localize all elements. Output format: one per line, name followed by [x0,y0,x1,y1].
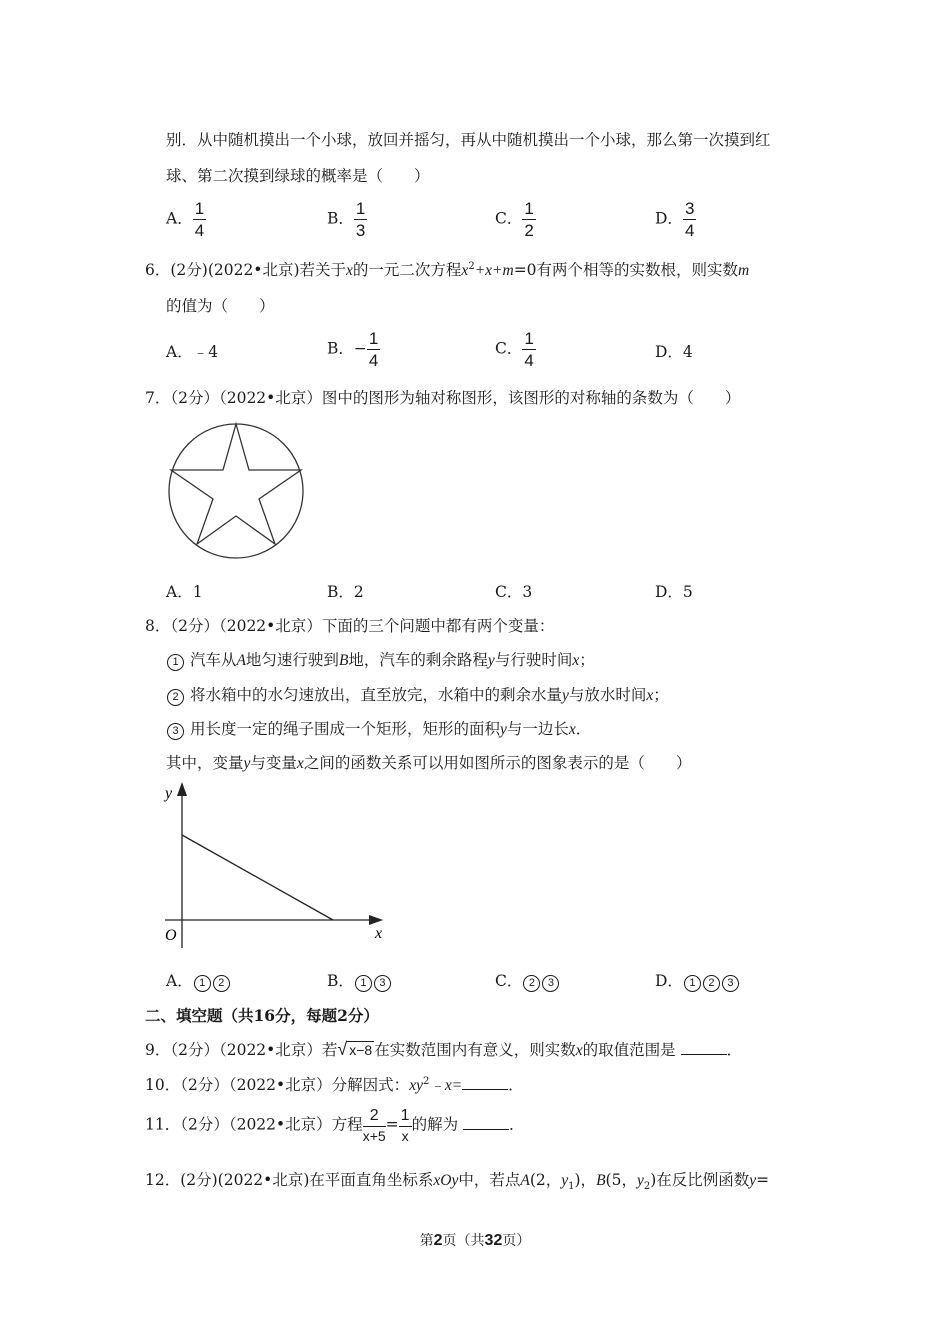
q12-stem: 12．(2分)(2022•北京)在平面直角坐标系xOy中，若点A(2，$y_1$)，B(5，$y_2$)在反比例函数y= [145,1171,770,1193]
y-axis-arrow [177,782,187,796]
q11-stem: 11．（2分）（2022•北京）方程 $\frac{2}{x+5}$ = $\frac{1}{x}$ 的解为 ． [145,1107,525,1144]
fraction: $\frac{1}{4}$ [524,329,534,370]
fraction: $\frac{1}{4}$ [368,329,379,370]
q10-stem: 10．（2分）（2022•北京）分解因式：$xy^2﹣x=$ ． [145,1075,524,1094]
q8-item-3: 3 用长度一定的绳子围成一个矩形，矩形的面积y与一边长x． [166,717,591,740]
q6-option-c[interactable]: C． $\frac{1}{4}$ [495,329,534,370]
q7-stem: 7．（2分）（2022•北京）图中的图形为轴对称图形，该图形的对称轴的条数为（ ） [145,389,741,407]
q7-option-a[interactable]: A．1 [166,583,203,601]
q7-option-d[interactable]: D．5 [655,583,693,601]
answer-blank[interactable] [681,1040,727,1055]
star-in-circle-figure [162,418,312,568]
fraction: $\frac{1}{2}$ [524,199,534,240]
q6-line2: 的值为（ ） [166,297,275,315]
q5-line2: 球、第二次摸到绿球的概率是（ ） [166,167,430,185]
q5-option-a[interactable]: A． $\frac{1}{4}$ [166,199,205,240]
q6-option-d[interactable]: D．4 [655,343,693,361]
linear-decreasing-graph [155,778,395,953]
section-title: 二、填空题（共16分，每题2分） [145,1006,379,1025]
q5-option-b[interactable]: B． $\frac{1}{3}$ [327,199,366,240]
q5-option-d[interactable]: D． $\frac{3}{4}$ [655,199,695,240]
fraction: $\frac{1}{x}$ [400,1107,410,1144]
q8-option-c[interactable]: C． 2 3 [495,969,560,992]
q8-stem: 8．（2分）（2022•北京）下面的三个问题中都有两个变量： [145,617,555,635]
fraction: $\frac{2}{x+5}$ [362,1107,386,1144]
fraction: $\frac{1}{3}$ [355,199,366,240]
q8-item-2: 2 将水箱中的水匀速放出，直至放完，水箱中的剩余水量y与放水时间x； [166,683,669,706]
origin-label: O [165,927,177,944]
y-axis-label: y [165,785,173,802]
q8-option-a[interactable]: A． 1 2 [166,969,231,992]
fraction: $\frac{3}{4}$ [684,199,695,240]
q8-item-1: 1 汽车从A地匀速行驶到B地，汽车的剩余路程y与行驶时间x； [166,648,595,671]
q6-option-b[interactable]: B．− $\frac{1}{4}$ [327,329,379,370]
answer-blank[interactable] [462,1075,508,1090]
radicand: x−8 [349,1042,373,1058]
page-footer: 第2页（共32页） [419,1232,531,1249]
q8-option-d[interactable]: D． 1 2 3 [655,969,740,992]
q7-option-b[interactable]: B．2 [327,583,364,601]
q5-option-c[interactable]: C． $\frac{1}{2}$ [495,199,534,240]
q6-option-a[interactable]: A．﹣4 [166,343,219,361]
x-axis-arrow [369,915,383,925]
q5-line1: 别．从中随机摸出一个小球，放回并摇匀，再从中随机摸出一个小球，那么第一次摸到红 [166,131,771,149]
q6-stem: 6．(2分)(2022•北京)若关于x的一元二次方程$x^2+x+m=0$有两个相等的实数根，则实数m [145,260,750,279]
x-axis-label: x [375,925,383,942]
q8-option-b[interactable]: B． 1 3 [327,969,392,992]
q8-question: 其中，变量y与变量x之间的函数关系可以用如图所示的图象表示的是（ ） [166,754,692,772]
fraction: $\frac{1}{4}$ [194,199,205,240]
answer-blank[interactable] [463,1115,509,1130]
q7-option-c[interactable]: C．3 [495,583,533,601]
graph-line [182,835,333,920]
q9-stem: 9．（2分）（2022•北京）若√ x−8 在实数范围内有意义，则实数x的取值范围是 ． [145,1039,743,1059]
